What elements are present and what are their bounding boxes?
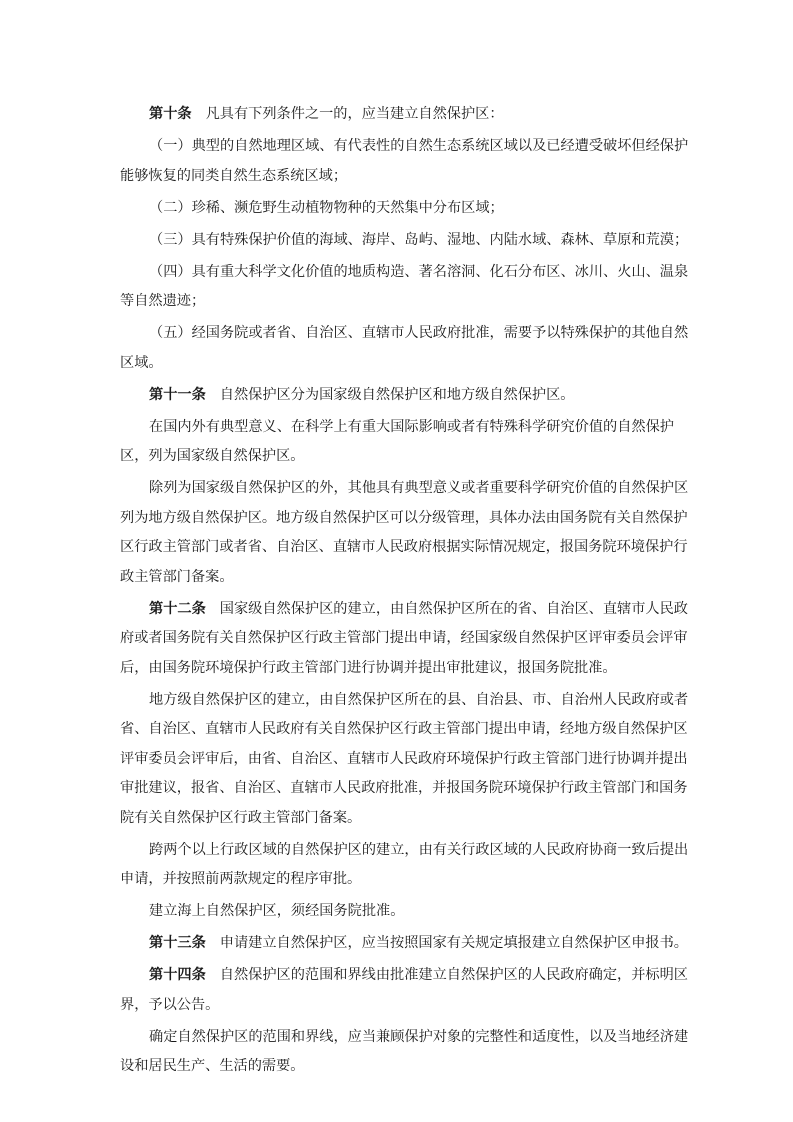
line-text: 政主管部门备案。 xyxy=(120,568,234,585)
text-line xyxy=(91,624,688,654)
line-text: （五）经国务院或者省、自治区、直辖市人民政府批准，需要予以特殊保护的其他自然 xyxy=(149,325,689,341)
text-line xyxy=(91,654,680,684)
paragraph xyxy=(120,132,689,191)
text-line xyxy=(91,774,688,804)
line-text: （一）典型的自然地理区域、有代表性的自然生态系统区域以及已经遭受破坏但经保护 xyxy=(149,138,689,154)
paragraph xyxy=(120,194,680,224)
line-text: 建立海上自然保护区，须经国务院批准。 xyxy=(149,903,405,919)
text-line xyxy=(120,595,688,625)
line-text: 除列为国家级自然保护区的外，其他具有典型意义或者重要科学研究价值的自然保护区 xyxy=(149,480,689,496)
text-line xyxy=(120,319,689,349)
line-text: 区行政主管部门或者省、自治区、直辖市人民政府根据实际情况规定，报国务院环境保护行 xyxy=(120,539,688,555)
line-text: 确定自然保护区的范围和界线，应当兼顾保护对象的完整性和适度性，以及当地经济建 xyxy=(149,1028,689,1045)
article-paragraph xyxy=(120,961,688,1020)
line-text: 设和居民生产、生活的需要。 xyxy=(120,1058,305,1074)
text-line xyxy=(91,287,680,317)
text-line xyxy=(91,991,680,1021)
line-text: 申请，并按照前两款规定的程序审批。 xyxy=(120,871,362,887)
paragraph xyxy=(120,258,689,317)
text-line xyxy=(120,381,680,411)
text-line xyxy=(91,715,688,745)
text-line xyxy=(120,897,680,927)
line-text: 国家级自然保护区的建立，由自然保护区所在的省、自治区、直辖市人民政 xyxy=(219,600,688,617)
paragraph xyxy=(120,413,680,472)
text-line xyxy=(120,929,688,959)
paragraph xyxy=(120,474,689,592)
line-text: 自然保护区分为国家级自然保护区和地方级自然保护区。 xyxy=(219,386,575,403)
line-text: 院有关自然保护区行政主管部门备案。 xyxy=(120,809,362,826)
line-text: 列为地方级自然保护区。地方级自然保护区可以分级管理，具体办法由国务院有关自然保护 xyxy=(120,509,688,526)
text-line xyxy=(91,1052,680,1082)
text-line xyxy=(120,413,680,443)
article-paragraph xyxy=(120,100,680,130)
text-line xyxy=(91,349,680,379)
text-line xyxy=(120,132,689,162)
line-text: 等自然遗迹； xyxy=(120,293,206,309)
article-number: 第十三条 xyxy=(149,935,206,951)
line-text: 审批建议，报省、自治区、直辖市人民政府批准，并报国务院环境保护行政主管部门和国务 xyxy=(120,780,688,796)
line-text: 能够恢复的同类自然生态系统区域； xyxy=(120,167,348,184)
text-line xyxy=(91,804,680,834)
line-text: 凡具有下列条件之一的，应当建立自然保护区： xyxy=(205,106,504,122)
paragraph xyxy=(120,319,689,378)
text-line xyxy=(120,226,689,256)
text-line xyxy=(120,686,689,716)
paragraph xyxy=(120,226,689,256)
line-text: 区，列为国家级自然保护区。 xyxy=(120,448,305,464)
line-text: 府或者国务院有关自然保护区行政主管部门提出申请，经国家级自然保护区评审委员会评审 xyxy=(120,630,688,646)
line-text: （二）珍稀、濒危野生动植物物种的天然集中分布区域； xyxy=(149,199,504,216)
article-number: 第十条 xyxy=(149,106,192,122)
article-paragraph xyxy=(120,381,680,411)
text-line xyxy=(120,258,689,288)
document-body xyxy=(120,100,689,1084)
line-text: 省、自治区、直辖市人民政府有关自然保护区行政主管部门提出申请，经地方级自然保护区 xyxy=(120,721,688,737)
line-text: 评审委员会评审后，由省、自治区、直辖市人民政府环境保护行政主管部门进行协调并提出 xyxy=(120,750,688,767)
text-line xyxy=(91,865,680,895)
text-line xyxy=(120,1023,689,1053)
line-text: 自然保护区的范围和界线由批准建立自然保护区的人民政府确定，并标明区 xyxy=(219,967,688,983)
paragraph xyxy=(120,686,689,834)
text-line xyxy=(91,745,688,775)
line-text: 在国内外有典型意义、在科学上有重大国际影响或者有特殊科学研究价值的自然保护 xyxy=(149,418,674,435)
text-line xyxy=(120,194,680,224)
line-text: 跨两个以上行政区域的自然保护区的建立，由有关行政区域的人民政府协商一致后提出 xyxy=(149,841,689,858)
paragraph xyxy=(120,1023,689,1082)
text-line xyxy=(120,100,680,130)
text-line xyxy=(91,563,680,593)
text-line xyxy=(120,961,688,991)
line-text: 地方级自然保护区的建立，由自然保护区所在的县、自治县、市、自治州人民政府或者 xyxy=(149,691,689,708)
text-line xyxy=(120,836,689,866)
line-text: 申请建立自然保护区，应当按照国家有关规定填报建立自然保护区申报书。 xyxy=(219,935,688,951)
text-line xyxy=(91,442,680,472)
article-number: 第十二条 xyxy=(149,600,206,617)
text-line xyxy=(120,474,689,504)
article-number: 第十一条 xyxy=(149,386,206,403)
paragraph xyxy=(120,836,689,895)
line-text: （四）具有重大科学文化价值的地质构造、著名溶洞、化石分布区、冰川、火山、温泉 xyxy=(149,263,689,280)
text-line xyxy=(91,533,688,563)
article-paragraph xyxy=(120,929,688,959)
article-number: 第十四条 xyxy=(149,967,206,983)
line-text: 后，由国务院环境保护行政主管部门进行协调并提出审批建议，报国务院批准。 xyxy=(120,659,617,676)
line-text: 界，予以公告。 xyxy=(120,996,220,1013)
paragraph xyxy=(120,897,680,927)
line-text: （三）具有特殊保护价值的海域、海岸、岛屿、湿地、内陆水域、森林、草原和荒漠； xyxy=(149,231,689,248)
article-paragraph xyxy=(120,595,688,684)
text-line xyxy=(91,504,688,534)
text-line xyxy=(91,162,680,192)
line-text: 区域。 xyxy=(120,354,163,371)
